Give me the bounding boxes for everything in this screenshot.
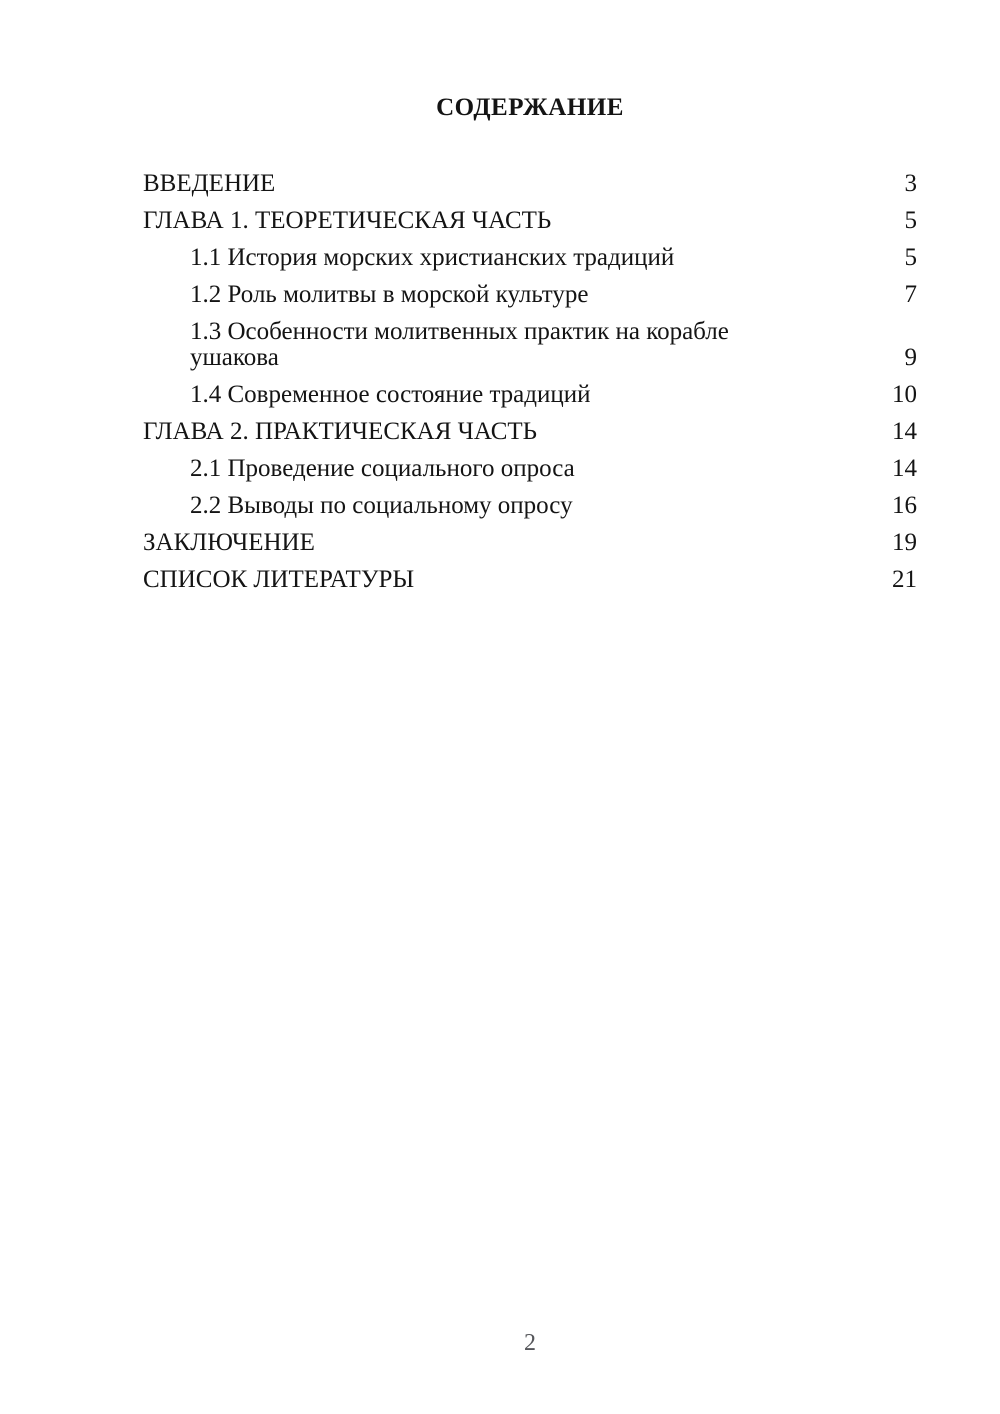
toc-entry-page: 16 [892,492,917,519]
toc-entry-title-line-1: 1.3 Особенности молитвенных практик на корабле [190,318,729,345]
toc-entry-page: 21 [892,566,917,593]
footer-page-number: 2 [524,1330,536,1356]
toc-entry-1-4 [143,382,917,408]
toc-entry-page: 3 [904,170,917,197]
table-of-contents [143,171,917,604]
toc-entry-vvedenie [143,171,917,197]
toc-entry-page: 19 [892,529,917,556]
toc-entry-page: 9 [904,344,917,371]
toc-entry-page: 5 [904,244,917,271]
toc-entry-title [143,319,905,371]
toc-entry-title: СПИСОК ЛИТЕРАТУРЫ [143,566,415,593]
toc-entry-title: ГЛАВА 2. ПРАКТИЧЕСКАЯ ЧАСТЬ [143,418,538,445]
toc-entry-title: 1.1 История морских христианских традиций [190,244,675,271]
toc-entry-title: ВВЕДЕНИЕ [143,170,276,197]
toc-entry-title: 1.2 Роль молитвы в морской культуре [190,281,589,308]
toc-entry-page: 14 [892,455,917,482]
toc-entry-page: 10 [892,381,917,408]
toc-entry-title-line-2: ушакова [190,344,279,371]
toc-entry-spisok-literatury [143,567,917,593]
toc-entry-2-2 [143,493,917,519]
toc-entry-1-2 [143,282,917,308]
toc-entry-page: 14 [892,418,917,445]
toc-entry-title: 2.2 Выводы по социальному опросу [190,492,573,519]
toc-entry-page: 5 [904,207,917,234]
toc-entry-zaklyuchenie [143,530,917,556]
toc-entry-title: 2.1 Проведение социального опроса [190,455,575,482]
toc-entry-title: ГЛАВА 1. ТЕОРЕТИЧЕСКАЯ ЧАСТЬ [143,207,552,234]
toc-entry-glava-2 [143,419,917,445]
toc-entry-title: 1.4 Современное состояние традиций [190,381,591,408]
page-title: СОДЕРЖАНИЕ [436,94,624,121]
toc-entry-2-1 [143,456,917,482]
toc-entry-title: ЗАКЛЮЧЕНИЕ [143,529,315,556]
toc-entry-1-1 [143,245,917,271]
toc-entry-1-3 [143,319,917,371]
toc-entry-glava-1 [143,208,917,234]
toc-entry-page: 7 [904,281,917,308]
